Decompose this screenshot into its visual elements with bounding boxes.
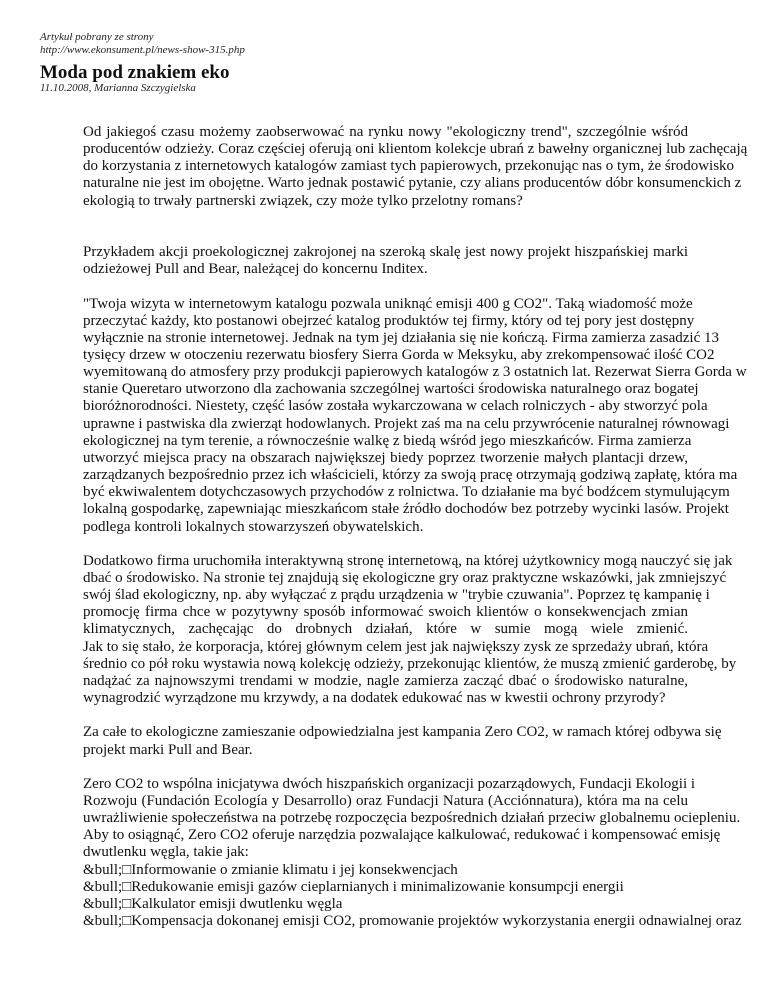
text-line: utworzyć miejsca pracy na obszarach największej biedy poprzez tworzenie małych plantacji drzew, (83, 449, 688, 466)
text-line: bioróżnorodności. Niestety, część lasów została wykarczowana w celach rolniczych - aby stworzyć pola (83, 398, 708, 415)
source-url: http://www.ekonsument.pl/news-show-315.php (40, 44, 245, 56)
article-byline: 11.10.2008, Marianna Szczygielska (40, 82, 196, 94)
text-line: Dodatkowo firma uruchomiła interaktywną stronę internetową, na której użytkownicy mogą nauczyć się jak (83, 552, 733, 569)
paragraph-intro (83, 124, 748, 210)
text-line: Za całe to ekologiczne zamieszanie odpowiedzialna jest kampania Zero CO2, w ramach której odbywa się (83, 724, 722, 741)
text-line: Aby to osiągnąć, Zero CO2 oferuje narzędzia pozwalające kalkulować, redukować i kompensować emisję (83, 827, 721, 844)
article-body (83, 124, 748, 947)
paragraph-campaign (83, 724, 722, 758)
text-line: lokalną gospodarkę, zapewniając mieszkańcom stałe źródło dochodów bez potrzeby wycinki lasów. Projekt (83, 501, 729, 518)
source-label: Artykuł pobrany ze strony (40, 31, 154, 43)
text-line: do korzystania z internetowych katalogów zamiast tych papierowych, przekonując nas o tym, że środowisko (83, 158, 735, 175)
bullet-line: &bull;□Kalkulator emisji dwutlenku węgla (83, 895, 343, 912)
text-line: odzieżowej Pull and Bear, należącej do koncernu Inditex. (83, 261, 428, 278)
text-line: naturalne nie jest im obojętne. Warto jednak postawić pytanie, czy alians producentów dóbr konsumenckich z (83, 175, 742, 192)
paragraph-website (83, 552, 737, 707)
text-line: ekologicznej na tym terenie, a równocześnie walkę z biedą wśród jego mieszkańców. Firma zamierza (83, 432, 692, 449)
text-line: klimatycznych, zachęcając do drobnych działań, które w sumie mogą wiele zmienić. (83, 621, 688, 638)
text-line: wynagrodzić wyrządzone mu krzywdy, a na dodatek edukować nas w kwestii ochrony przyrody? (83, 690, 666, 707)
text-line: przeczytać każdy, kto postanowi obejrzeć katalog produktów tej firmy, który od tej pory jest dostępny (83, 312, 695, 329)
text-line: średnio co pół roku wystawia nową kolekcję odzieży, przekonując klientów, że muszą zmienić garderobę, by (83, 655, 737, 672)
text-line: uwrażliwienie społeczeństwa na potrzebę rozpoczęcia bezpośrednich działań przeciw globalnemu ociepleniu. (83, 810, 741, 827)
text-line: Jak to się stało, że korporacja, której głównym celem jest jak największy zysk ze sprzedaży ubrań, która (83, 638, 709, 655)
text-line: podlega kontroli lokalnych stowarzyszeń obywatelskich. (83, 518, 424, 535)
text-line: zarządzanych bezpośrednio przez ich właścicieli, którzy za swoją pracę otrzymają godziwą zapłatę, która ma (83, 467, 738, 484)
text-line: "Twoja wizyta w internetowym katalogu pozwala uniknąć emisji 400 g CO2". Taką wiadomość może (83, 295, 693, 312)
bullet-line: &bull;□Informowanie o zmianie klimatu i jej konsekwencjach (83, 861, 458, 878)
paragraph-zero-co2 (83, 775, 742, 930)
source-note (40, 31, 245, 57)
text-line: projekt marki Pull and Bear. (83, 741, 253, 758)
paragraph-catalog (83, 295, 747, 536)
text-line: wyłącznie na stronie internetowej. Jednak na tym jej działania się nie kończą. Firma zamierza zasadzić 13 (83, 329, 719, 346)
text-line: Zero CO2 to wspólna inicjatywa dwóch hiszpańskich organizacji pozarządowych, Fundacji Ekologii i (83, 775, 696, 792)
text-line: Od jakiegoś czasu możemy zaobserwować na rynku nowy "ekologiczny trend", szczególnie wśród (83, 124, 688, 140)
bullet-line: &bull;□Redukowanie emisji gazów cieplarnianych i minimalizowanie konsumpcji energii (83, 878, 624, 895)
text-line: dbać o środowisko. Na stronie tej znajdują się ekologiczne gry oraz praktyczne wskazówki, jak zmniejszyć (83, 570, 727, 587)
text-line: dwutlenku węgla, takie jak: (83, 844, 249, 861)
text-line: tysięcy drzew w otoczeniu rezerwatu biosfery Sierra Gorda w Meksyku, aby zrekompensować ilość CO2 (83, 347, 715, 363)
text-line: uprawne i pastwiska dla zwierząt hodowlanych. Projekt zaś ma na celu przywrócenie naturalnej równowagi (83, 415, 730, 432)
text-line: wyemitowaną do atmosfery przy produkcji papierowych katalogów z 3 ostatnich lat. Rezerwat Sierra Gorda w (83, 364, 747, 381)
text-line: producentów odzieży. Coraz częściej oferują oni klientom kolekcje ubrań z bawełny organicznej lub zachęcają (83, 141, 748, 158)
article-title: Moda pod znakiem eko (40, 62, 230, 83)
text-line: Przykładem akcji proekologicznej zakrojonej na szeroką skalę jest nowy projekt hiszpańskiej marki (83, 244, 688, 261)
paragraph-example (83, 244, 688, 278)
text-line: ekologią to trwały partnerski związek, czy może tylko przelotny romans? (83, 192, 523, 209)
bullet-line: &bull;□Kompensacja dokonanej emisji CO2, promowanie projektów wykorzystania energii odnawialnej oraz (83, 913, 742, 930)
text-line: promocję firma chce w pozytywny sposób informować swoich klientów o konsekwencjach zmian (83, 604, 688, 621)
text-line: nadążać za najnowszymi trendami w modzie, nagle zamierza zacząć dbać o środowisko naturalne, (83, 672, 688, 689)
text-line: Rozwoju (Fundación Ecología y Desarrollo) oraz Fundacji Natura (Acciónnatura), która ma na celu (83, 793, 688, 810)
text-line: być ekwiwalentem dotychczasowych przychodów z rolnictwa. To działanie ma być bodźcem stymulującym (83, 484, 730, 501)
text-line: swój ślad ekologiczny, np. aby wyłączać z prądu urządzenia w "trybie czuwania". Poprzez tę kampanię i (83, 587, 710, 604)
text-line: stanie Queretaro utworzono dla zachowania szczególnej wartości środowiska naturalnego oraz bogatej (83, 381, 699, 398)
